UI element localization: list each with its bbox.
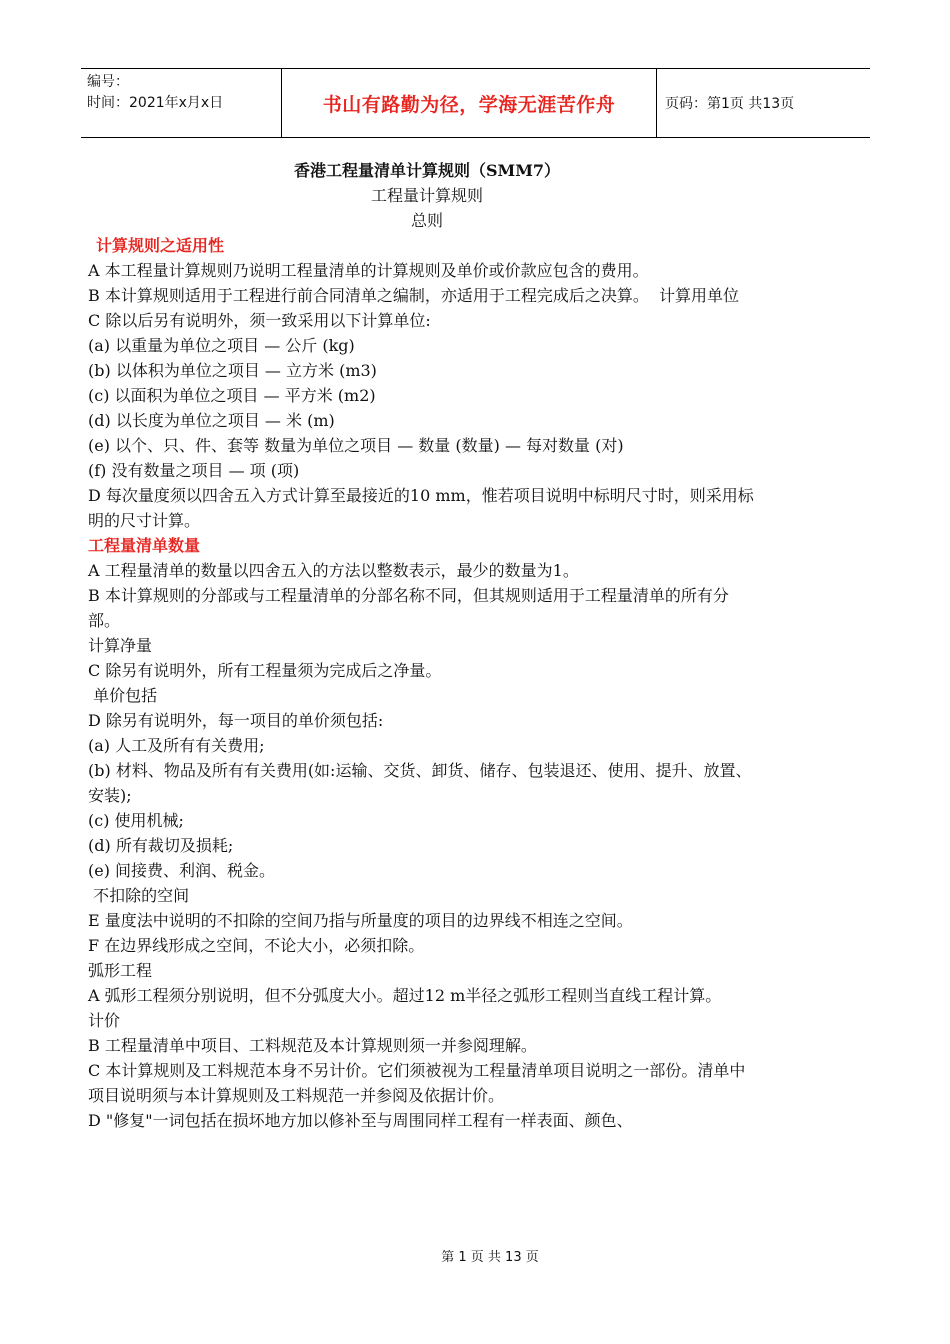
page-footer: 第 1 页 共 13 页 xyxy=(441,1250,539,1265)
document-subtitle: 工程量计算规则 xyxy=(370,186,483,205)
number-label: 编号： xyxy=(87,74,129,90)
document-body xyxy=(88,158,756,1133)
paragraph: (b) 材料、物品及所有有关费用(如:运输、交货、卸货、储存、包装退还、使用、提升、放置、安装); xyxy=(88,761,752,805)
section-heading: 工程量清单数量 xyxy=(88,536,201,555)
header-meta xyxy=(81,69,282,137)
paragraph: E 量度法中说明的不扣除的空间乃指与所量度的项目的边界线不相连之空间。 xyxy=(88,911,633,930)
paragraph: (e) 间接费、利润、税金。 xyxy=(88,861,276,880)
paragraph: 不扣除的空间 xyxy=(88,886,190,905)
paragraph: (b) 以体积为单位之项目 — 立方米 (m3) xyxy=(88,361,377,380)
paragraph: A 本工程量计算规则乃说明工程量清单的计算规则及单价或价款应包含的费用。 xyxy=(88,261,649,280)
paragraph: D "修复"一词包括在损坏地方加以修补至与周围同样工程有一样表面、颜色、 xyxy=(88,1111,633,1130)
paragraph: (d) 以长度为单位之项目 — 米 (m) xyxy=(88,411,335,430)
date-label: 时间：2021年x月x日 xyxy=(87,95,224,111)
paragraph: A 弧形工程须分别说明，但不分弧度大小。超过12 m半径之弧形工程则当直线工程计算。 xyxy=(88,986,722,1005)
paragraph: C 除另有说明外，所有工程量须为完成后之净量。 xyxy=(88,661,442,680)
paragraph: (a) 人工及所有有关费用; xyxy=(88,736,265,755)
paragraph: C 本计算规则及工料规范本身不另计价。它们须被视为工程量清单项目说明之一部份。清单中项目说明须与本计算规则及工料规范一并参阅及依据计价。 xyxy=(88,1061,746,1105)
paragraph: (d) 所有裁切及损耗; xyxy=(88,836,234,855)
page-header xyxy=(81,68,870,138)
header-motto: 书山有路勤为径，学海无涯苦作舟 xyxy=(282,69,657,137)
paragraph: (c) 使用机械; xyxy=(88,811,184,830)
paragraph: 弧形工程 xyxy=(88,961,153,980)
section-title: 总则 xyxy=(410,211,443,230)
paragraph: B 本计算规则的分部或与工程量清单的分部名称不同，但其规则适用于工程量清单的所有分部。 xyxy=(88,586,729,630)
document-title: 香港工程量清单计算规则（SMM7） xyxy=(293,161,561,180)
paragraph: (e) 以个、只、件、套等 数量为单位之项目 — 数量 (数量) — 每对数量 (对) xyxy=(88,436,624,455)
paragraph: D 除另有说明外，每一项目的单价须包括: xyxy=(88,711,384,730)
paragraph: (f) 没有数量之项目 — 项 (项) xyxy=(88,461,300,480)
paragraph: B 本计算规则适用于工程进行前合同清单之编制，亦适用于工程完成后之决算。 计算用单位 xyxy=(88,286,740,305)
paragraph: D 每次量度须以四舍五入方式计算至最接近的10 mm，惟若项目说明中标明尺寸时，则采用标明的尺寸计算。 xyxy=(88,486,754,530)
paragraph: (c) 以面积为单位之项目 — 平方米 (m2) xyxy=(88,386,376,405)
paragraph: 计算净量 xyxy=(88,636,153,655)
paragraph: 单价包括 xyxy=(88,686,158,705)
paragraph: B 工程量清单中项目、工料规范及本计算规则须一并参阅理解。 xyxy=(88,1036,537,1055)
paragraph: A 工程量清单的数量以四舍五入的方法以整数表示，最少的数量为1。 xyxy=(88,561,579,580)
paragraph: (a) 以重量为单位之项目 — 公斤 (kg) xyxy=(88,336,355,355)
paragraph: F 在边界线形成之空间，不论大小，必须扣除。 xyxy=(88,936,425,955)
header-page-info: 页码：第1页 共13页 xyxy=(665,96,795,112)
section-heading: 计算规则之适用性 xyxy=(96,236,225,255)
paragraph: C 除以后另有说明外，须一致采用以下计算单位: xyxy=(88,311,431,330)
paragraph: 计价 xyxy=(88,1011,121,1030)
document-lines xyxy=(88,233,756,1133)
